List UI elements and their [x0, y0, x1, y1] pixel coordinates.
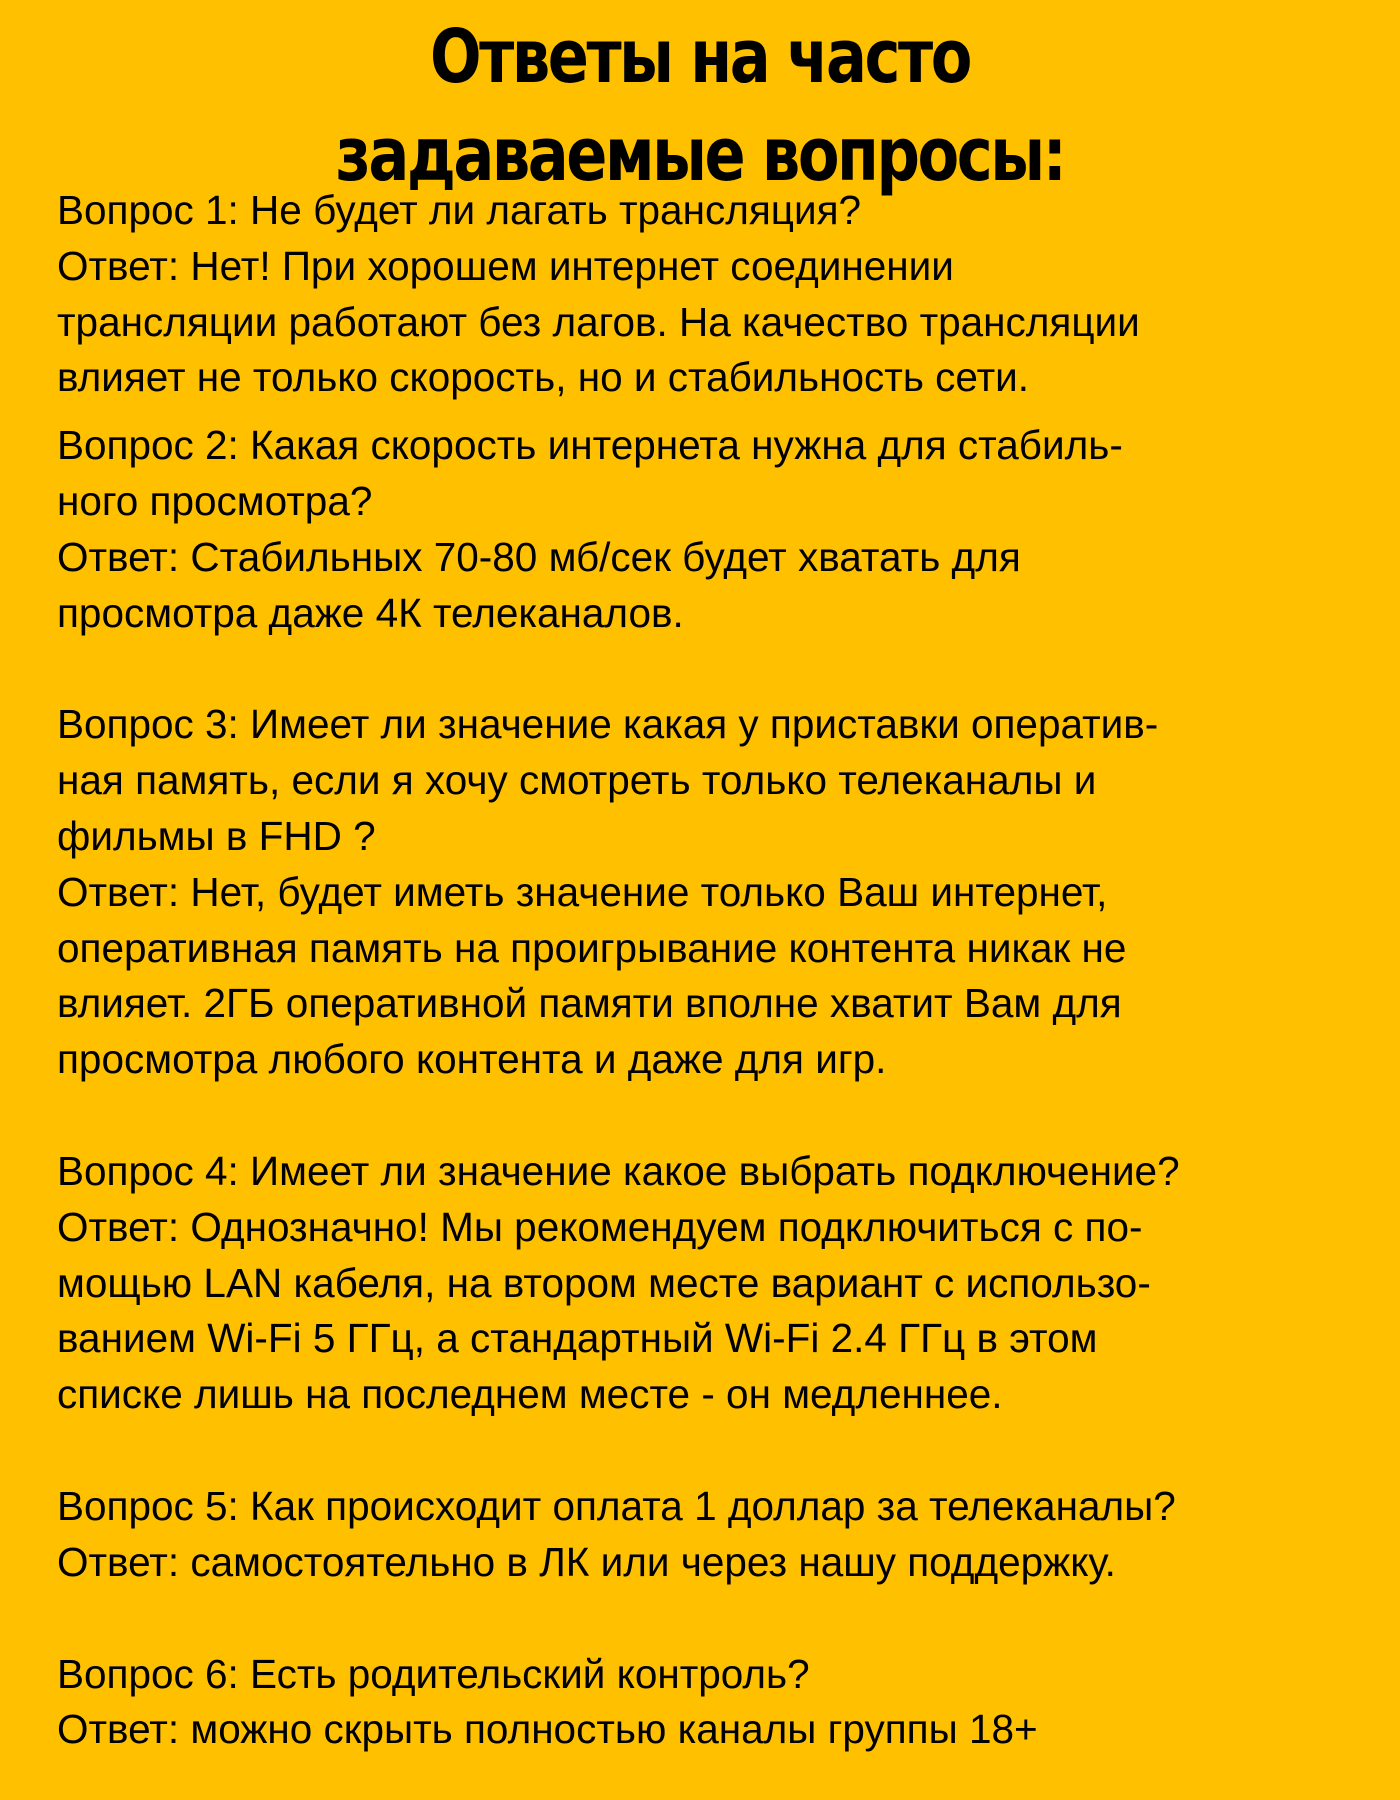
- answer-5-line-1: Ответ: самостоятельно в ЛК или через нашу поддержку.: [57, 1538, 1116, 1585]
- answer-6-line-1: Ответ: можно скрыть полностью каналы группы 18+: [57, 1706, 1038, 1753]
- spacer: [57, 641, 1377, 697]
- answer-1-line-2: трансляции работают без лагов. На качество трансляции: [57, 298, 1140, 345]
- answer-3-line-3: влияет. 2ГБ оперативной памяти вполне хватит Вам для: [57, 980, 1122, 1027]
- spacer: [57, 1088, 1377, 1144]
- question-2-line-2: ного просмотра?: [57, 477, 373, 524]
- spacer: [57, 1423, 1377, 1479]
- spacer: [57, 1591, 1377, 1647]
- question-4-line-1: Вопрос 4: Имеет ли значение какое выбрать подключение?: [57, 1147, 1180, 1194]
- question-1-line-1: Вопрос 1: Не будет ли лагать трансляция?: [57, 187, 862, 233]
- answer-2-line-1: Ответ: Стабильных 70-80 мб/сек будет хватать для: [57, 533, 1021, 580]
- faq-item-1: [57, 183, 1377, 406]
- faq-item-5: [57, 1479, 1377, 1591]
- answer-4-line-2: мощью LAN кабеля, на втором месте вариант с использо-: [57, 1259, 1151, 1306]
- answer-1-line-3: влияет не только скорость, но и стабильность сети.: [57, 354, 1030, 401]
- answer-2-line-2: просмотра даже 4К телеканалов.: [57, 589, 684, 636]
- question-2-line-1: Вопрос 2: Какая скорость интернета нужна для стабиль-: [57, 422, 1123, 469]
- question-6-line-1: Вопрос 6: Есть родительский контроль?: [57, 1650, 810, 1697]
- page-title: [126, 8, 1274, 204]
- answer-3-line-2: оперативная память на проигрывание контента никак не: [57, 924, 1127, 971]
- question-3-line-1: Вопрос 3: Имеет ли значение какая у приставки оператив-: [57, 701, 1159, 748]
- answer-3-line-1: Ответ: Нет, будет иметь значение только Ваш интернет,: [57, 868, 1108, 915]
- faq-item-6: [57, 1647, 1377, 1759]
- faq-item-4: [57, 1144, 1377, 1423]
- answer-4-line-3: ванием Wi-Fi 5 ГГц, а стандартный Wi-Fi 2.4 ГГц в этом: [57, 1315, 1098, 1362]
- question-3-line-3: фильмы в FHD ?: [57, 812, 376, 859]
- faq-item-3: [57, 697, 1377, 1088]
- faq-list: [57, 183, 1377, 1758]
- answer-3-line-4: просмотра любого контента и даже для игр.: [57, 1036, 887, 1083]
- page-title-line-2: задаваемые вопросы:: [335, 112, 1065, 198]
- answer-4-line-4: списке лишь на последнем месте - он медленнее.: [57, 1371, 1003, 1418]
- spacer: [57, 406, 1377, 418]
- question-3-line-2: ная память, если я хочу смотреть только телеканалы и: [57, 757, 1097, 804]
- answer-1-line-1: Ответ: Нет! При хорошем интернет соединении: [57, 242, 954, 289]
- answer-4-line-1: Ответ: Однозначно! Мы рекомендуем подключиться с по-: [57, 1203, 1143, 1250]
- question-5-line-1: Вопрос 5: Как происходит оплата 1 доллар за телеканалы?: [57, 1482, 1176, 1529]
- faq-item-2: [57, 418, 1377, 641]
- page-title-line-1: Ответы на часто: [429, 14, 970, 100]
